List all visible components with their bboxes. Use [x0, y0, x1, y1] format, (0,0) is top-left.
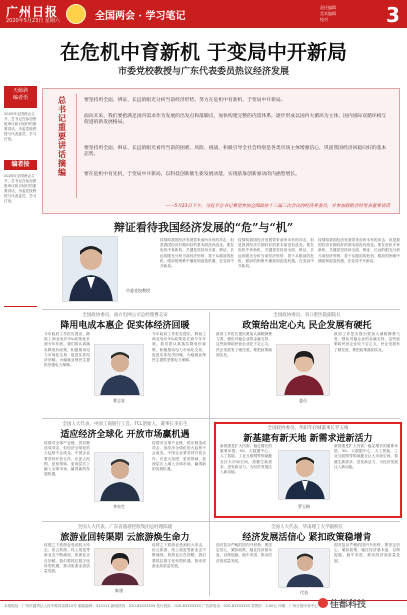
portrait-photo [94, 452, 144, 502]
page-number: 3 [386, 3, 400, 27]
portrait-photo [276, 344, 330, 396]
article-title: 适应经济全球化 开放市场赢机遇 [60, 430, 190, 440]
person-icon [279, 549, 330, 588]
section-body: 疫情给我国经济发展带来前所未有的冲击，但是我国经济长期向好的基本面没有改变。要在危机中育新机，关键是坚持用全面、辩证、长远的眼光分析当前经济形势，善于从眼前的危机、眼前的困难中捕捉和创造机遇，在变局中开新局。 [238, 238, 314, 269]
sidebar-column: 2020年全国两会召开，总书记在参加团组审议和讨论时的重要讲话，市委党校教授与代表委员，学习讨论。 [4, 174, 37, 203]
article-body: 新基建是扩大内需、稳定增长的重要举措，5G、大数据中心、人工智能、工业互联网等领域蕴含巨大市场空间，将催生新需求、迸发新活力，为经济发展注入新动能。 [220, 444, 272, 475]
masthead [0, 0, 407, 28]
quote-paragraph: 要坚持用全面、辩证、长远的眼光看待当前的困难、风险、挑战，积极引导全社会特别是各类市场主体增强信心，巩固我国经济回稳向好的基本态势。 [84, 146, 387, 157]
article-body: 政府工作报告提出要加大减税降费力度，强化对稳企业的金融支持，这些政策给民营企业吃下定心丸，民企发展有了硬托底，要把政策落到实处。 [334, 332, 400, 352]
section-body: 疫情给我国经济发展带来前所未有的冲击，但是我国经济长期向好的基本面没有改变。要在危机中育新机，关键是坚持用全面、辩证、长远的眼光分析当前经济形势，善于从眼前的危机、眼前的困难中捕捉和创造机遇，在变局中开新局。 [160, 238, 234, 269]
portrait-photo [62, 236, 118, 302]
quote-vertical-title: 总书记重要讲话摘编 [58, 95, 66, 177]
divider [42, 418, 400, 419]
section-title-dialectics: 辩证看待我国经济发展的“危”与“机” [113, 221, 294, 234]
portrait-photo [94, 548, 144, 586]
headline: 在危机中育新机 于变局中开新局 [60, 40, 347, 64]
portrait-caption: 代表 [300, 590, 308, 595]
issue-date: 2020年5月23日 星期六 [6, 18, 60, 24]
article-body: 政府工作报告提出要加大减税降费力度，强化对稳企业的金融支持，这些政策给民营企业吃下定心丸，民企发展有了硬托底，要把政策落到实处。 [216, 332, 272, 357]
article-header [214, 312, 400, 331]
portrait-caption: 委员 [299, 398, 307, 403]
sidebar-tag: 天倾斜 编者语 [4, 86, 37, 108]
portrait-caption: 李东生 [113, 504, 125, 509]
person-icon [95, 549, 144, 586]
article-title: 经济发展活信心 紧扣政策稳增肯 [242, 533, 372, 543]
portrait-caption: 陈建 [115, 588, 123, 593]
article-title: 旅游业回转渠期 云旅游焕生命力 [60, 533, 190, 543]
watermark-logo-icon [318, 598, 328, 608]
article-kicker: 全国政协委员、南方电网公司总经理曹志安 [82, 313, 168, 318]
section-body: 疫情给我国经济发展带来前所未有的冲击，但是我国经济长期向好的基本面没有改变。要在危机中育新机，关键是坚持用全面、辩证、长远的眼光分析当前经济形势，善于从眼前的危机、眼前的困难中捕捉和创造机遇，在变局中开新局。 [318, 238, 400, 263]
article-title: 新基建有新天地 新需求迸新活力 [243, 434, 373, 444]
article-body: 新基建是扩大内需、稳定增长的重要举措，5G、大数据中心、人工智能、工业互联网等领域蕴含巨大市场空间，将催生新需求、迸发新活力，为经济发展注入新动能。 [334, 444, 398, 469]
person-icon [277, 345, 330, 396]
subheadline: 市委党校教授与广东代表委员热议经济发展 [117, 67, 289, 77]
article-kicker: 全国政协委员、华阳年轻城董事长罗玉梅 [267, 426, 349, 431]
article-body: 疫情之下旅游业受到较大冲击，但云旅游、线上展览等新业态不断涌现，旅游业正在回暖，我们要抓住数字化转型机遇，推动旅游业高质量发展。 [44, 543, 90, 574]
person-icon [279, 451, 330, 500]
article-header [42, 421, 208, 440]
footer-imprint: 本报地址：广州市越秀区人民中路同乐路10号 邮政编码：510121 新闻热线：020-83333333 发行投诉：020-83333333 广告部电话：020-83333333 零售价：2.00元 印刷：广州日报印务中心 [0, 600, 407, 615]
article-header [42, 524, 208, 543]
article-body: 今年政府工作报告提出，降低工商业电价5%政策延长到今年年底。我们将认真落实降电价政策，积极推动电力市场化交易，促进实体经济回暖，为稳就业保民生提供坚强电力保障。 [152, 332, 206, 363]
quote-paragraph: 要在危机中育先机，于变局中开新局，以科技创新催生新发展动能，实现依靠创新驱动的内涵型增长。 [84, 172, 300, 177]
portrait-caption: 市委党校教授 [126, 288, 150, 293]
editor-credits: 责任编辑 美术编辑 校对 [320, 5, 336, 22]
column-divider [209, 312, 210, 596]
person-icon [95, 453, 144, 502]
portrait-photo [94, 344, 144, 396]
article-body: 疫情之下旅游业受到较大冲击，但云旅游、线上展览等新业态不断涌现，旅游业正在回暖，我们要抓住数字化转型机遇，推动旅游业高质量发展。 [152, 543, 206, 568]
article-title: 政策给出定心丸 民企发展有硬托 [242, 321, 372, 331]
article-body: 面对复杂严峻的国内外形势，要坚定信心，紧扣政策，稳住经济基本盘，以保促稳、稳中求进，推动经济高质量发展。 [334, 543, 400, 563]
portrait-photo [278, 548, 330, 588]
portrait-photo [278, 450, 330, 500]
quote-paragraph: 要坚持用全面、辨证、长远的眼光分析当前经济形势，努力在危机中育新机、于变局中开新局。 [84, 98, 286, 103]
article-body: 疫情对全球产业链、供应链造成冲击，但经济全球化的大趋势不会改变。中国企业要坚持开放合作，在更大范围、更宽领域、更深层次上融入全球市场，赢得新的发展机遇。 [152, 441, 206, 472]
article-title: 降用电成本惠企 促实体经济回暖 [60, 321, 190, 331]
section-title: 全国两会 · 学习笔记 [95, 11, 186, 22]
person-icon [63, 237, 118, 302]
divider [42, 521, 400, 522]
article-header [216, 425, 400, 444]
article-kicker: 全国人大代表、华南理工大学副校长 [271, 525, 343, 530]
watermark: 佳都科技 [330, 600, 367, 610]
article-body: 疫情对全球产业链、供应链造成冲击，但经济全球化的大趋势不会改变。中国企业要坚持开放合作，在更大范围、更宽领域、更深层次上融入全球市场，赢得新的发展机遇。 [44, 441, 90, 477]
article-header [214, 524, 400, 543]
portrait-caption: 曹志安 [113, 398, 125, 403]
article-header [42, 312, 208, 331]
quote-paragraph: 面向未来，我们要把满足国内需求作为发展的出发点和落脚点，加快构建完整的内需体系，逐步形成以国内大循环为主体、国内国际双循环相互促进的新发展格局。 [84, 114, 387, 125]
article-body: 面对复杂严峻的国内外形势，要坚定信心，紧扣政策，稳住经济基本盘，以保促稳、稳中求进，推动经济高质量发展。 [216, 543, 272, 563]
sidebar-label: 编者按 [4, 160, 37, 170]
sidebar-divider [4, 306, 37, 307]
emblem-icon [66, 4, 86, 24]
quote-signature: ——5月23日下午，习近平总书记看望参加全国政协十三届三次会议的经济界委员，并参加联组会时发表重要讲话 [165, 204, 390, 209]
article-body: 今年政府工作报告提出，降低工商业电价5%政策延长到今年年底。我们将认真落实降电价政策，积极推动电力市场化交易，促进实体经济回暖，为稳就业保民生提供坚强电力保障。 [44, 332, 90, 368]
divider [42, 309, 400, 310]
article-kicker: 全国政协委员、省口腔医院副院长 [273, 313, 341, 318]
newspaper-logo: 广州日报 [6, 5, 59, 19]
person-icon [95, 345, 144, 396]
portrait-caption: 罗玉梅 [298, 504, 310, 509]
quote-divider [76, 94, 77, 198]
sidebar-text: 2020年全国两会召开，总书记在参加团组审议和讨论时的重要讲话，市委党校教授与代表委员，学习讨论。 [4, 112, 37, 141]
article-kicker: 全国人大代表、中国工商银行工会、TCL创始人、董事长李东生 [62, 422, 188, 427]
article-kicker: 全国人大代表、广东省旅游控股集团总经理陈建 [77, 525, 173, 530]
